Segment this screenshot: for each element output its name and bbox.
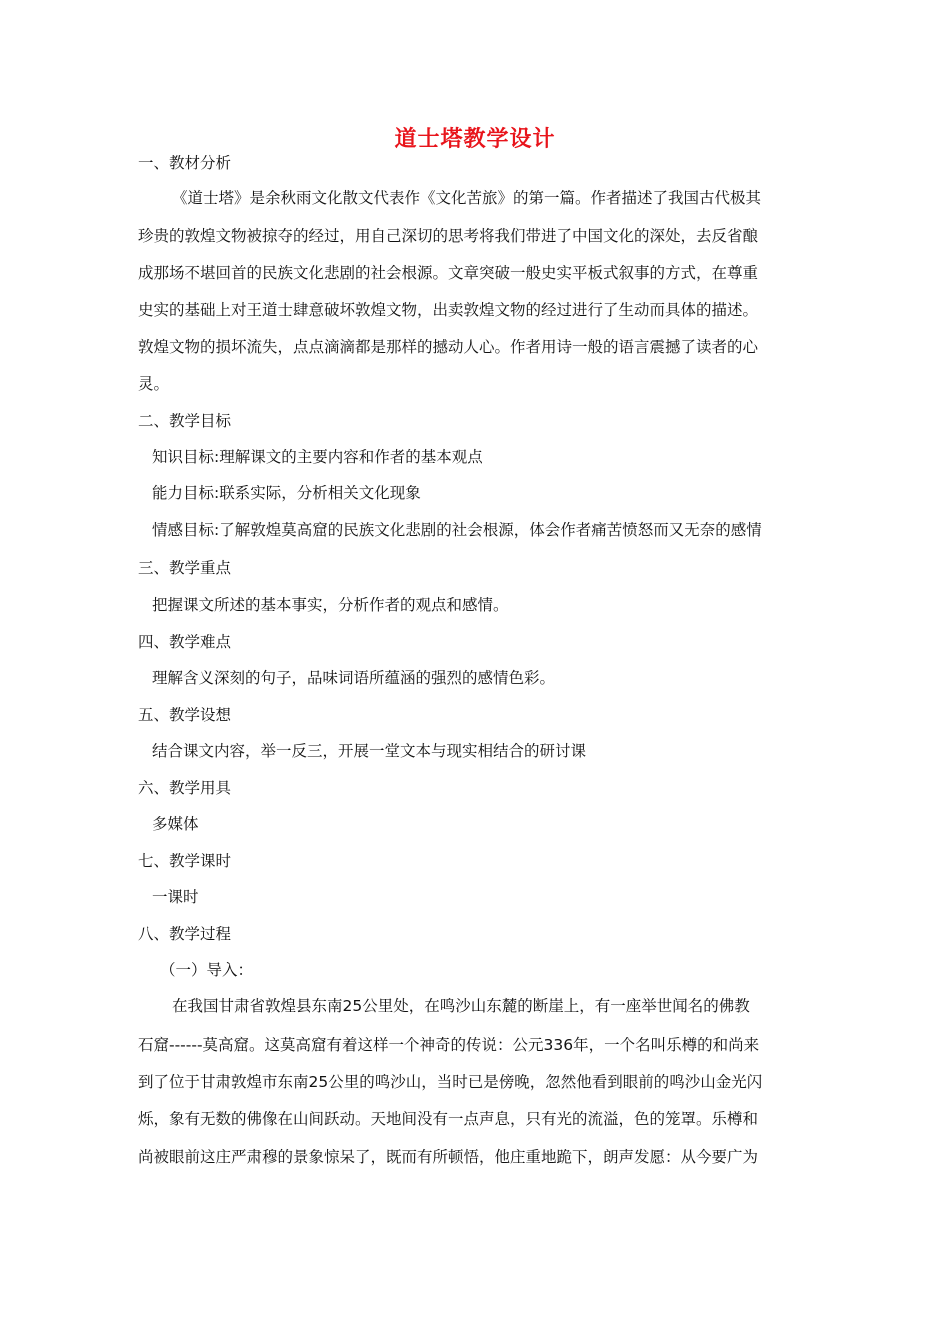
- section-heading-goals: 二、教学目标: [138, 412, 232, 430]
- goal-item-emotion: 情感目标:了解敦煌莫高窟的民族文化悲剧的社会根源，体会作者痛苦愤怒而又无奈的感情: [152, 521, 762, 539]
- goal-item-ability: 能力目标:联系实际，分析相关文化现象: [152, 484, 421, 502]
- paragraph-line: 《道士塔》是余秋雨文化散文代表作《文化苦旅》的第一篇。作者描述了我国古代极其: [172, 189, 762, 207]
- section-text-difficulty: 理解含义深刻的句子，品味词语所蕴涵的强烈的感情色彩。: [152, 669, 556, 687]
- section-text-focus: 把握课文所述的基本事实，分析作者的观点和感情。: [152, 596, 509, 614]
- paragraph-line: 石窟------莫高窟。这莫高窟有着这样一个神奇的传说：公元336年，一个名叫乐樽的和尚来: [138, 1036, 760, 1054]
- paragraph-line: 在我国甘肃省敦煌县东南25公里处，在鸣沙山东麓的断崖上，有一座举世闻名的佛教: [172, 997, 750, 1015]
- section-heading-analysis: 一、教材分析: [138, 154, 232, 172]
- paragraph-line: 烁，象有无数的佛像在山间跃动。天地间没有一点声息，只有光的流溢，色的笼罩。乐樽和: [138, 1110, 759, 1128]
- paragraph-line: 成那场不堪回首的民族文化悲剧的社会根源。文章突破一般史实平板式叙事的方式，在尊重: [138, 264, 759, 282]
- section-heading-tools: 六、教学用具: [138, 779, 232, 797]
- section-text-hours: 一课时: [152, 888, 199, 906]
- paragraph-line: 史实的基础上对王道士肆意破坏敦煌文物，出卖敦煌文物的经过进行了生动而具体的描述。: [138, 301, 759, 319]
- section-text-concept: 结合课文内容，举一反三，开展一堂文本与现实相结合的研讨课: [152, 742, 587, 760]
- section-heading-focus: 三、教学重点: [138, 559, 232, 577]
- document-title: 道士塔教学设计: [394, 127, 556, 152]
- paragraph-line: 敦煌文物的损坏流失，点点滴滴都是那样的撼动人心。作者用诗一般的语言震撼了读者的心: [138, 338, 759, 356]
- section-heading-hours: 七、教学课时: [138, 852, 232, 870]
- subsection-heading-intro: （一）导入：: [160, 961, 254, 979]
- section-heading-concept: 五、教学设想: [138, 706, 232, 724]
- goal-item-knowledge: 知识目标:理解课文的主要内容和作者的基本观点: [152, 448, 483, 466]
- paragraph-line: 灵。: [138, 375, 170, 393]
- paragraph-line: 到了位于甘肃敦煌市东南25公里的鸣沙山，当时已是傍晚，忽然他看到眼前的鸣沙山金光闪: [138, 1073, 763, 1091]
- section-text-tools: 多媒体: [152, 815, 199, 833]
- section-heading-difficulty: 四、教学难点: [138, 633, 232, 651]
- section-heading-process: 八、教学过程: [138, 925, 232, 943]
- paragraph-line: 尚被眼前这庄严肃穆的景象惊呆了，既而有所顿悟，他庄重地跪下，朗声发愿：从今要广为: [138, 1148, 759, 1166]
- paragraph-line: 珍贵的敦煌文物被掠夺的经过，用自己深切的思考将我们带进了中国文化的深处，去反省酿: [138, 227, 759, 245]
